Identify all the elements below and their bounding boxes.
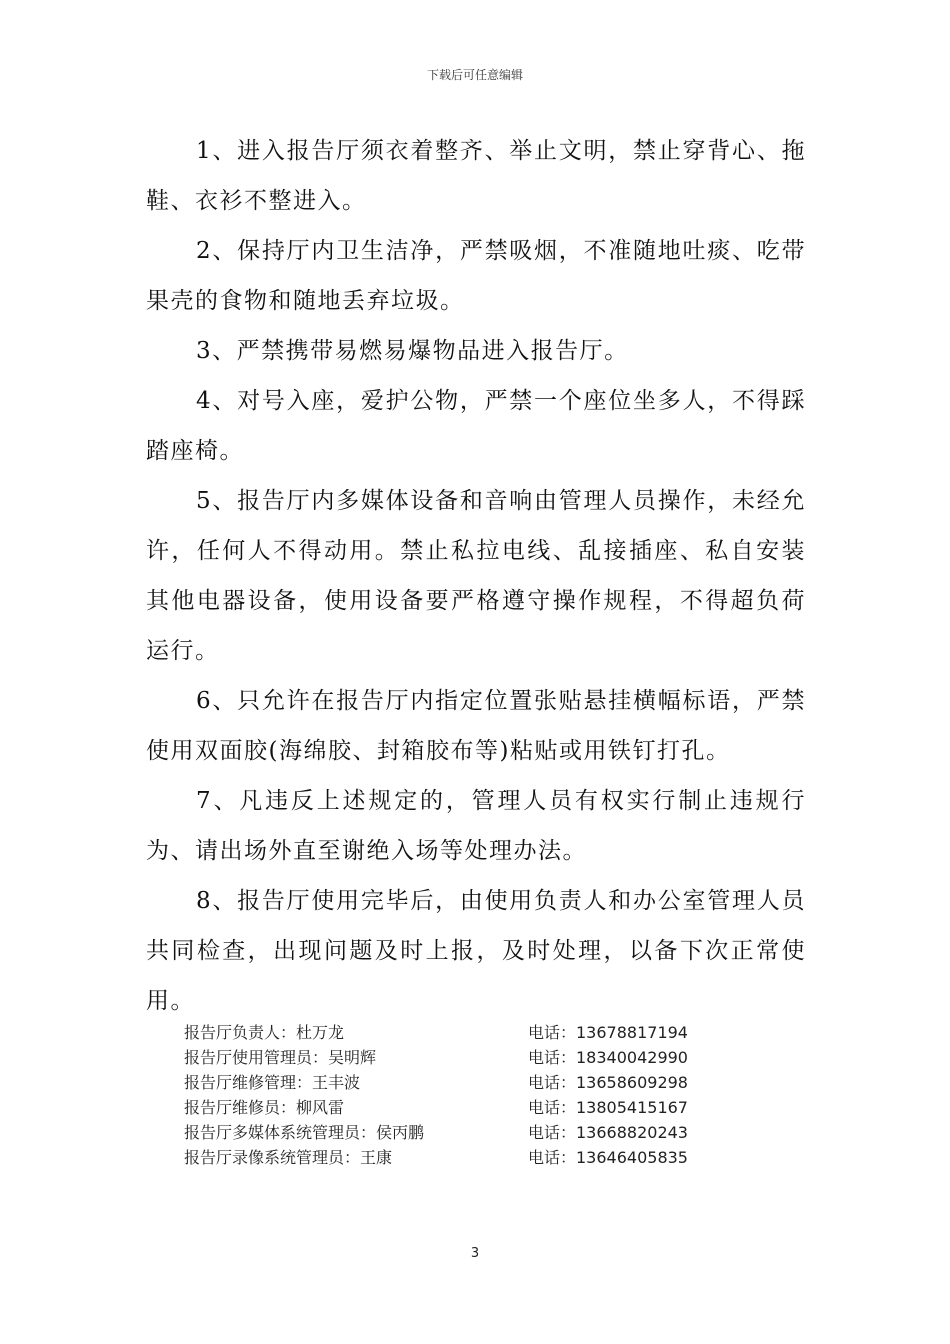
contact-name: 报告厅使用管理员：吴明辉	[184, 1048, 377, 1067]
contact-row	[184, 1120, 744, 1145]
contact-phone: 电话：18340042990	[528, 1048, 688, 1067]
contact-row	[184, 1070, 744, 1095]
contact-phone: 电话：13668820243	[528, 1123, 688, 1142]
contact-phone: 电话：13658609298	[528, 1073, 688, 1092]
rule-item: 1、进入报告厅须衣着整齐、举止文明，禁止穿背心、拖鞋、衣衫不整进入。	[146, 138, 806, 214]
rules-list	[146, 126, 806, 1026]
contact-name: 报告厅录像系统管理员：王康	[184, 1148, 393, 1167]
contact-row	[184, 1095, 744, 1120]
contact-name: 报告厅多媒体系统管理员：侯丙鹏	[184, 1123, 425, 1142]
header-note: 下载后可任意编辑	[426, 68, 523, 82]
rule-item: 7、凡违反上述规定的，管理人员有权实行制止违规行为、请出场外直至谢绝入场等处理办法。	[146, 788, 806, 864]
contact-phone: 电话：13678817194	[528, 1023, 688, 1042]
contact-row	[184, 1045, 744, 1070]
rule-item: 2、保持厅内卫生洁净，严禁吸烟，不准随地吐痰、吃带果壳的食物和随地丢弃垃圾。	[146, 238, 806, 314]
contact-phone: 电话：13805415167	[528, 1098, 688, 1117]
rule-item: 3、严禁携带易燃易爆物品进入报告厅。	[196, 338, 629, 364]
contact-phone: 电话：13646405835	[528, 1148, 688, 1167]
rule-item: 5、报告厅内多媒体设备和音响由管理人员操作，未经允许，任何人不得动用。禁止私拉电线、乱接插座、私自安装其他电器设备，使用设备要严格遵守操作规程，不得超负荷运行。	[146, 488, 806, 664]
contact-row	[184, 1020, 744, 1045]
contact-name: 报告厅维修管理：王丰波	[184, 1073, 361, 1092]
contact-name: 报告厅负责人：杜万龙	[184, 1023, 345, 1042]
contact-list	[184, 1020, 744, 1170]
page-number: 3	[470, 1246, 480, 1261]
rule-item: 8、报告厅使用完毕后，由使用负责人和办公室管理人员共同检查，出现问题及时上报，及时处理，以备下次正常使用。	[146, 888, 806, 1014]
rule-item: 4、对号入座，爱护公物，严禁一个座位坐多人，不得踩踏座椅。	[146, 388, 806, 464]
contact-name: 报告厅维修员：柳风雷	[184, 1098, 345, 1117]
contact-row	[184, 1145, 744, 1170]
rule-item: 6、只允许在报告厅内指定位置张贴悬挂横幅标语，严禁使用双面胶(海绵胶、封箱胶布等)粘贴或用铁钉打孔。	[146, 688, 806, 764]
